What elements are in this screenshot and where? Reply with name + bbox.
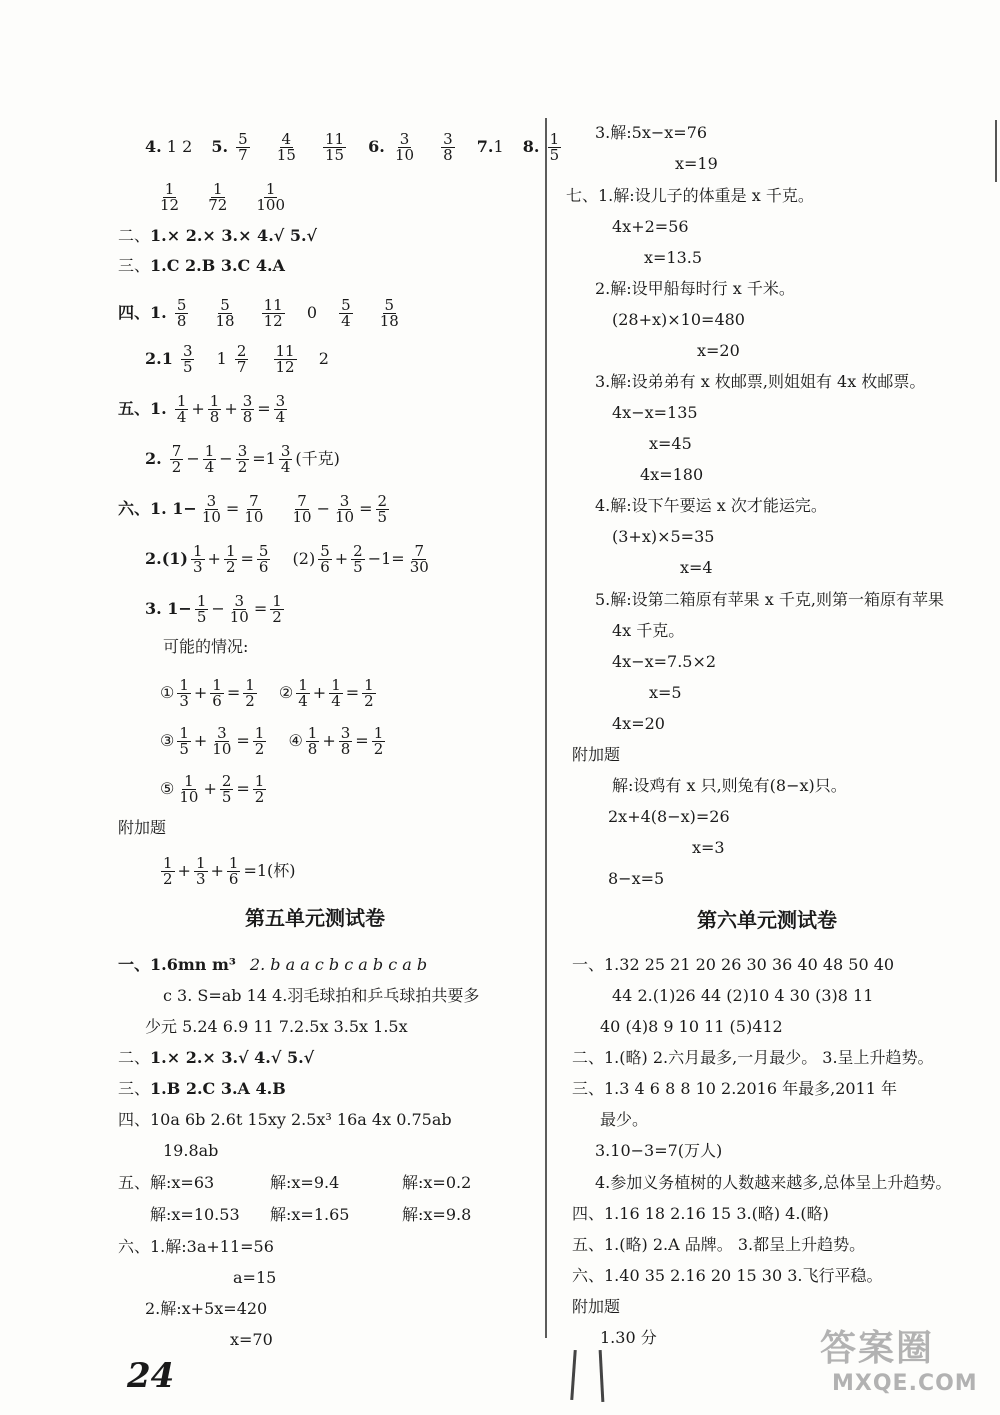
u6-line-8: 4.参加义务植树的人数越来越多,总体呈上升趋势。 <box>595 1173 952 1192</box>
u6-line-4: 二、1.(略) 2.六月最多,一月最少。 3.呈上升趋势。 <box>572 1048 934 1067</box>
section-5-line-2: 2. $\frac{7}{2}$ − $\frac{1}{4}$ − $\frac{3}{2}$ =1 $\frac{3}{4}$ (千克) <box>145 442 340 476</box>
u5-line-6: 四、10a 6b 2.6t 15xy 2.5x³ 16a 4x 0.75ab <box>118 1110 452 1129</box>
u5-line-2: c 3. S=ab 14 4.羽毛球拍和乒乓球拍共要多 <box>163 986 480 1005</box>
r-line-18: 4x−x=7.5×2 <box>612 652 717 671</box>
unit5-title: 第五单元测试卷 <box>245 906 385 930</box>
u6-line-5: 三、1.3 4 6 8 8 10 2.2016 年最多,2011 年 <box>572 1079 898 1098</box>
r-line-1: 3.解:5x−x=76 <box>595 123 708 142</box>
page-number: 24 <box>127 1356 175 1396</box>
u6-line-1: 一、1.32 25 21 20 26 30 36 40 48 50 40 <box>572 955 895 974</box>
u6-line-9: 四、1.16 18 2.16 15 3.(略) 4.(略) <box>572 1204 829 1223</box>
u6-line-2: 44 2.(1)26 44 (2)10 4 30 (3)8 11 <box>612 986 874 1005</box>
pen-mark-2 <box>599 1350 605 1402</box>
r-line-19: x=5 <box>649 683 682 702</box>
possible-cases-label: 可能的情况: <box>163 637 249 656</box>
r-line-13: 4.解:设下午要运 x 次才能运完。 <box>595 496 827 515</box>
u5-line-8b: 解:x=9.4 <box>270 1173 340 1192</box>
watermark-text: 答案圈 <box>820 1328 935 1369</box>
u6-line-7: 3.10−3=7(万人) <box>595 1141 723 1160</box>
r-line-7: (28+x)×10=480 <box>612 310 745 329</box>
u5-line-4: 二、1.× 2.× 3.√ 4.√ 5.√ <box>118 1048 315 1067</box>
u5-line-5: 三、1.B 2.C 3.A 4.B <box>118 1079 286 1098</box>
section-6-line-1: 六、1. 1− $\frac{3}{10}$ = $\frac{7}{10}$ $\frac{7}{10}$ − $\frac{3}{10}$ = $\frac{2}{5}$ <box>118 492 388 526</box>
u5-line-10: 六、1.解:3a+11=56 <box>118 1237 274 1256</box>
r-line-24: x=3 <box>692 838 725 857</box>
answer-line-4-8: 4. 1 2 5. $\frac{5}{7}$ $\frac{4}{15}$ $\frac{11}{15}$ 6. $\frac{3}{10}$ $\frac{3}{8}$ 7.1 8. $\frac{1}{5}$ <box>145 130 560 164</box>
u5-line-13: x=70 <box>230 1330 273 1349</box>
r-line-10: 4x−x=135 <box>612 403 698 422</box>
u6-line-3: 40 (4)8 9 10 11 (5)412 <box>600 1017 783 1036</box>
r-line-25: 8−x=5 <box>608 869 665 888</box>
u5-line-9c: 解:x=9.8 <box>402 1205 472 1224</box>
section-5-line-1: 五、1. $\frac{1}{4}$ + $\frac{1}{8}$ + $\frac{3}{8}$ = $\frac{3}{4}$ <box>118 392 286 426</box>
r-line-23: 2x+4(8−x)=26 <box>608 807 730 826</box>
u6-line-13: 1.30 分 <box>600 1328 657 1347</box>
u6-line-10: 五、1.(略) 2.A 品牌。 3.都呈上升趋势。 <box>572 1235 866 1254</box>
section-3: 三、1.C 2.B 3.C 4.A <box>118 256 285 275</box>
pen-mark-1 <box>570 1350 576 1400</box>
r-line-3: 七、1.解:设儿子的体重是 x 千克。 <box>566 186 814 205</box>
r-line-8: x=20 <box>697 341 740 360</box>
section-2: 二、1.× 2.× 3.× 4.√ 5.√ <box>118 226 318 245</box>
u5-line-9a: 解:x=10.53 <box>150 1205 240 1224</box>
cases-row-2: ③ $\frac{1}{5}$ + $\frac{3}{10}$ = $\frac{1}{2}$ ④ $\frac{1}{8}$ + $\frac{3}{8}$ = $\frac{1}{2}$ <box>160 724 384 758</box>
u5-line-7: 19.8ab <box>163 1141 219 1160</box>
edge-mark <box>995 120 997 182</box>
r-line-15: x=4 <box>680 558 713 577</box>
cases-row-1: ① $\frac{1}{3}$ + $\frac{1}{6}$ = $\frac{1}{2}$ ② $\frac{1}{4}$ + $\frac{1}{4}$ = $\frac{1}{2}$ <box>160 676 374 710</box>
appendix-answer: $\frac{1}{2}$ + $\frac{1}{3}$ + $\frac{1}{6}$ =1(杯) <box>163 854 296 888</box>
r-line-4: 4x+2=56 <box>612 217 689 236</box>
watermark-url: MXQE.COM <box>832 1371 978 1396</box>
fraction-row: $\frac{1}{12}$ $\frac{1}{72}$ $\frac{1}{100}$ <box>160 180 286 214</box>
u5-line-1: 一、1.6mn m³ 2. b a a c b c a b c a b <box>118 955 428 974</box>
section-4-line-2: 2.1 $\frac{3}{5}$ 1 $\frac{2}{7}$ $\frac{11}{12}$ 2 <box>145 342 329 376</box>
watermark-logo <box>820 1320 990 1405</box>
r-line-17: 4x 千克。 <box>612 621 685 640</box>
r-line-11: x=45 <box>649 434 692 453</box>
r-line-20: 4x=20 <box>612 714 665 733</box>
section-4-line-1: 四、1. $\frac{5}{8}$ $\frac{5}{18}$ $\frac{11}{12}$ 0 $\frac{5}{4}$ $\frac{5}{18}$ <box>118 296 399 330</box>
r-line-12: 4x=180 <box>640 465 704 484</box>
u5-line-11: a=15 <box>233 1268 277 1287</box>
r-line-5: x=13.5 <box>644 248 703 267</box>
unit6-title: 第六单元测试卷 <box>697 908 837 932</box>
u5-line-8a: 五、解:x=63 <box>118 1173 215 1192</box>
column-divider <box>545 118 547 1338</box>
section-6-line-2: 2.(1) $\frac{1}{3}$ + $\frac{1}{2}$ = $\frac{5}{6}$ (2) $\frac{5}{6}$ + $\frac{2}{5}$ −1= $\frac{7}{30}$ <box>145 542 429 576</box>
u5-line-9b: 解:x=1.65 <box>270 1205 350 1224</box>
u6-appendix-label: 附加题 <box>572 1297 621 1316</box>
r-appendix-label: 附加题 <box>572 745 621 764</box>
u6-line-11: 六、1.40 35 2.16 20 15 30 3.飞行平稳。 <box>572 1266 883 1285</box>
section-6-line-3: 3. 1− $\frac{1}{5}$ − $\frac{3}{10}$ = $\frac{1}{2}$ <box>145 592 282 626</box>
r-line-9: 3.解:设弟弟有 x 枚邮票,则姐姐有 4x 枚邮票。 <box>595 372 926 391</box>
u6-line-6: 最少。 <box>600 1110 649 1129</box>
r-line-2: x=19 <box>675 154 718 173</box>
appendix-label: 附加题 <box>118 818 167 837</box>
u5-line-12: 2.解:x+5x=420 <box>145 1299 268 1318</box>
r-line-22: 解:设鸡有 x 只,则兔有(8−x)只。 <box>612 776 847 795</box>
u5-line-8c: 解:x=0.2 <box>402 1173 472 1192</box>
u5-line-3: 少元 5.24 6.9 11 7.2.5x 3.5x 1.5x <box>145 1017 408 1036</box>
r-line-14: (3+x)×5=35 <box>612 527 715 546</box>
r-line-6: 2.解:设甲船每时行 x 千米。 <box>595 279 795 298</box>
r-line-16: 5.解:设第二箱原有苹果 x 千克,则第一箱原有苹果 <box>595 590 944 609</box>
cases-row-3: ⑤ $\frac{1}{10}$ + $\frac{2}{5}$ = $\frac{1}{2}$ <box>160 772 265 806</box>
